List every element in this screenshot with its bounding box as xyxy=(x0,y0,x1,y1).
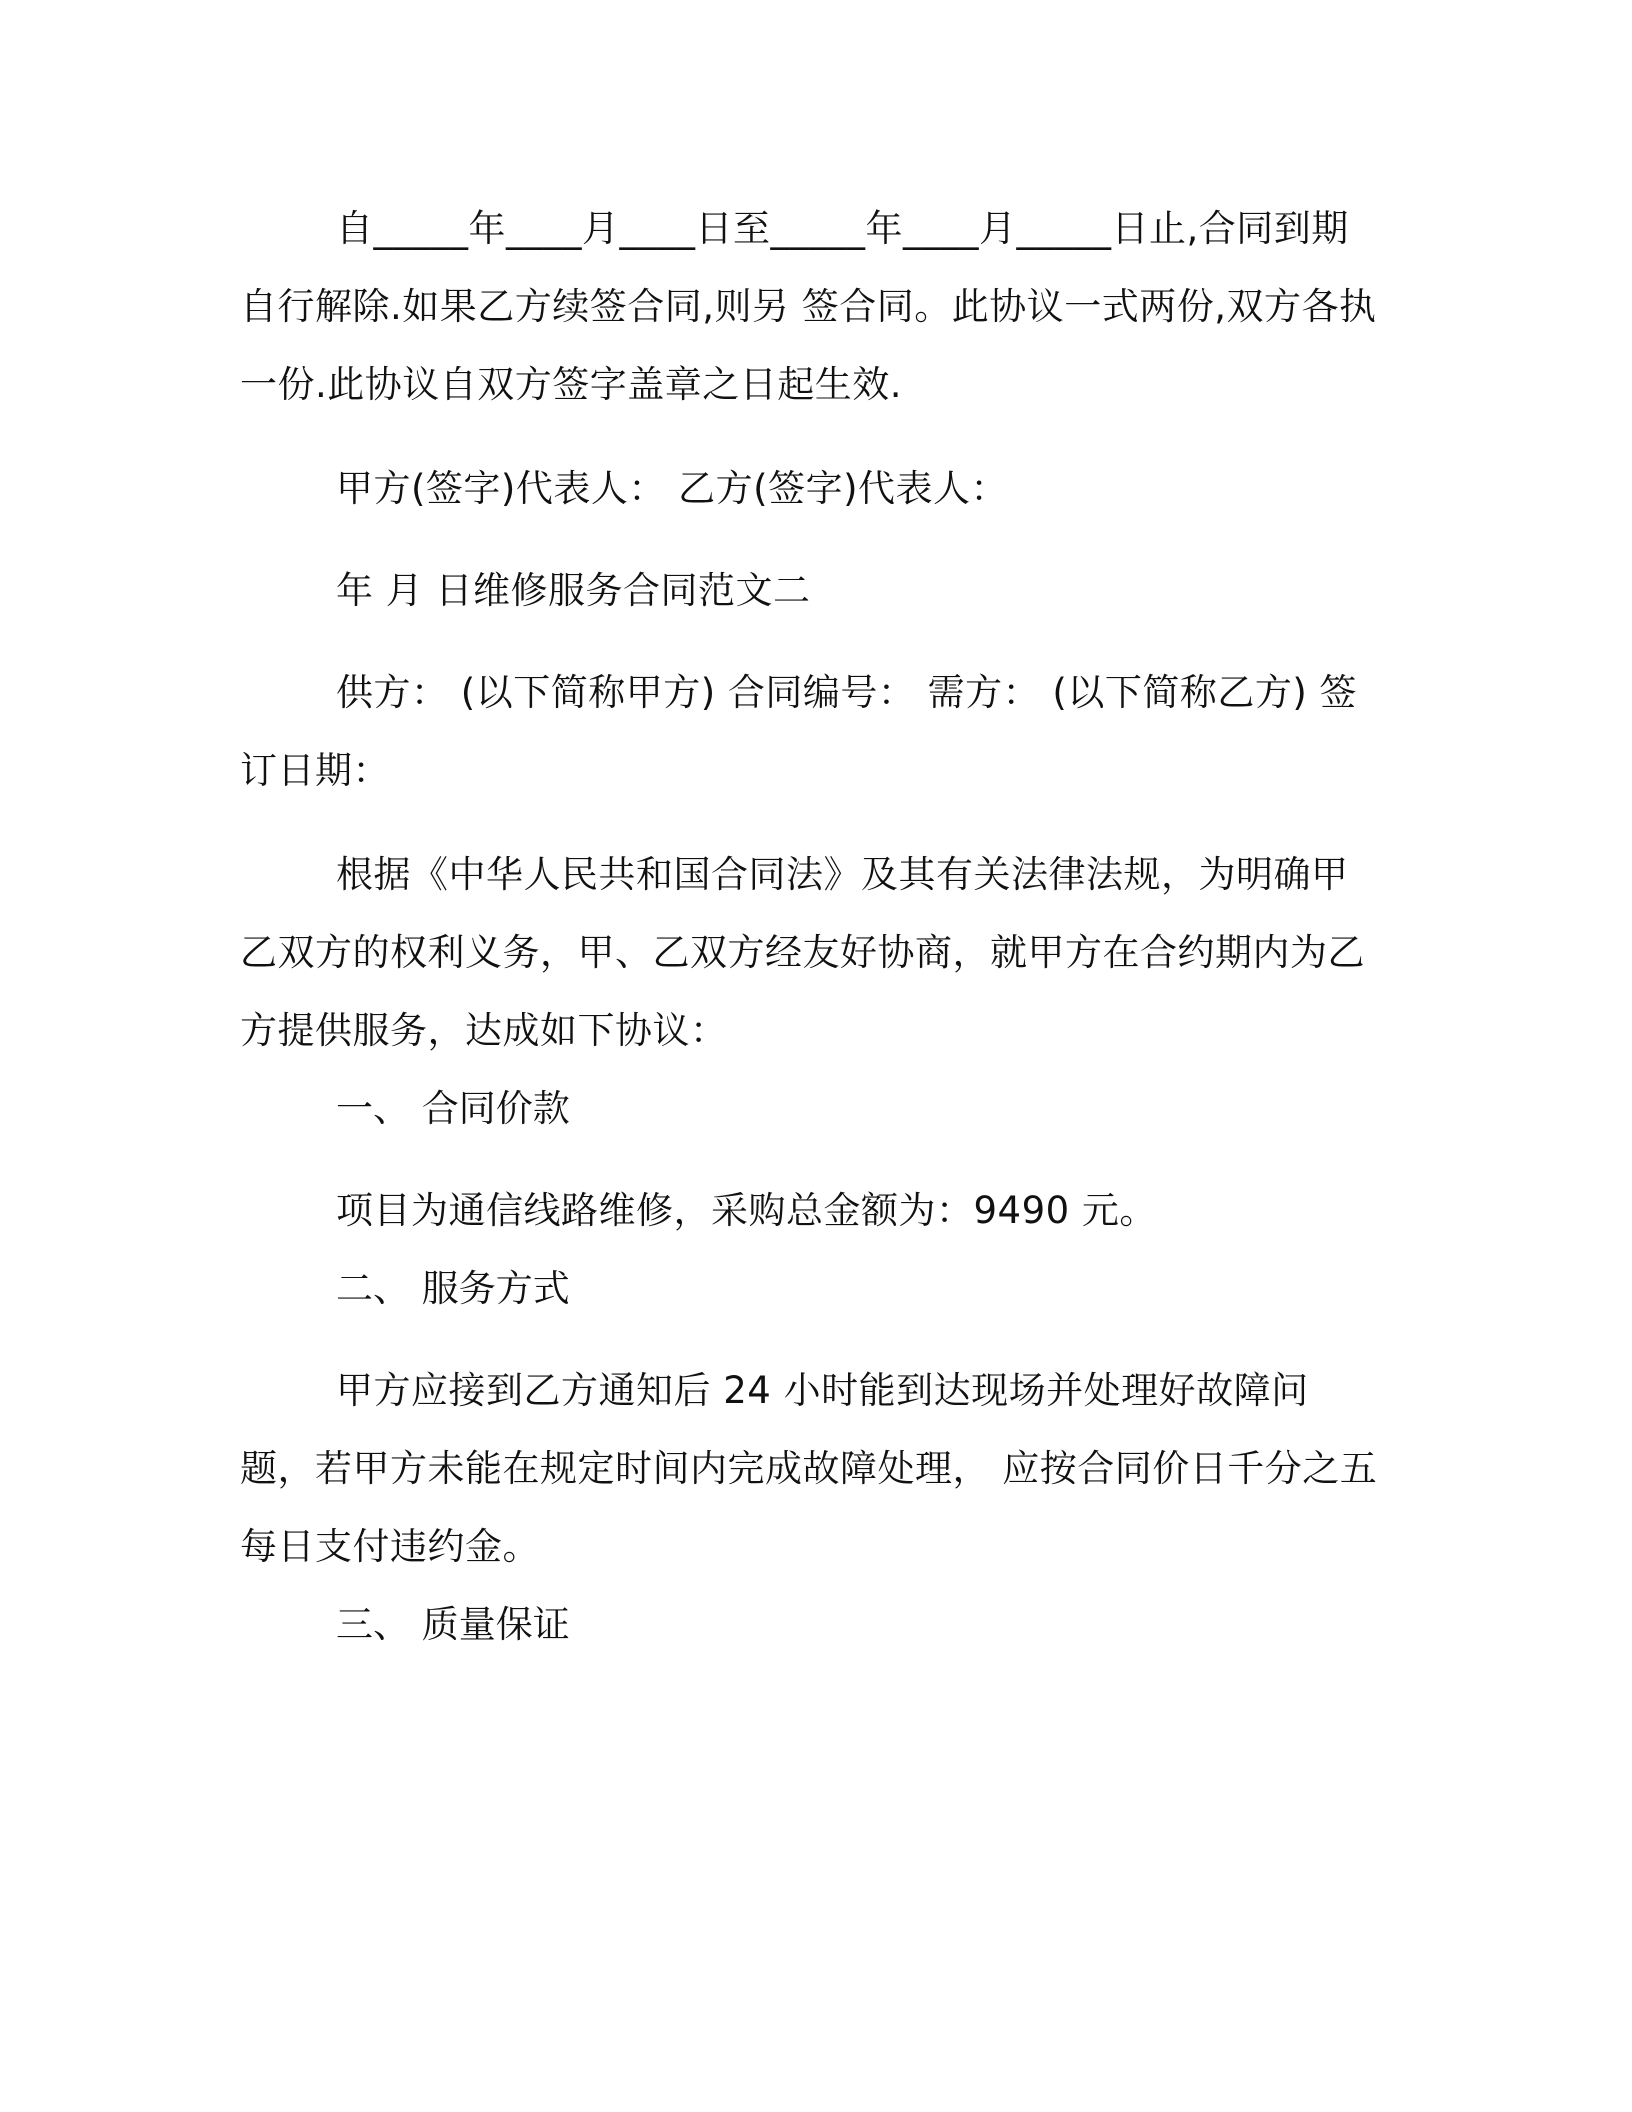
section-heading-contract-price: 一、 合同价款 xyxy=(336,1087,570,1130)
service-method-paragraph: 甲方应接到乙方通知后 24 小时能到达现场并处理好故障问题，若甲方未能在规定时间内完成故障处理， 应按合同价日千分之五每日支付违约金。 xyxy=(240,1369,1378,1568)
signature-line: 甲方(签字)代表人： 乙方(签字)代表人： xyxy=(336,467,1009,510)
document-body xyxy=(240,190,1380,1664)
contract-term-paragraph: 自_____年____月____日至_____年____月_____日止,合同到期自行解除.如果乙方续签合同,则另 签合同。此协议一式两份,双方各执一份.此协议自双方签字盖章之日起生效. xyxy=(240,207,1377,406)
section-heading-service-method: 二、 服务方式 xyxy=(336,1267,570,1310)
date-and-title-line: 年 月 日维修服务合同范文二 xyxy=(336,569,811,612)
legal-basis-paragraph: 根据《中华人民共和国合同法》及其有关法律法规，为明确甲乙双方的权利义务，甲、乙双方经友好协商，就甲方在合约期内为乙方提供服务，达成如下协议： xyxy=(240,853,1365,1052)
parties-paragraph: 供方： (以下简称甲方) 合同编号： 需方： (以下简称乙方) 签订日期： xyxy=(240,671,1358,792)
section-heading-quality-guarantee: 三、 质量保证 xyxy=(336,1603,570,1646)
contract-price-paragraph: 项目为通信线路维修，采购总金额为：9490 元。 xyxy=(336,1189,1157,1232)
